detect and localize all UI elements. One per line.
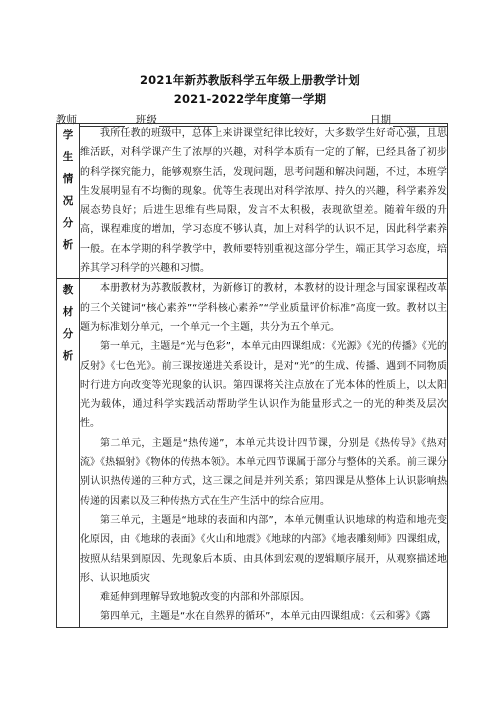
label-char: 情 <box>62 173 74 185</box>
document-subtitle: 2021-2022学年度第一学期 <box>173 92 327 106</box>
plan-table <box>56 123 448 628</box>
paragraph: 我所任教的班级中，总体上来讲课堂纪律比较好，大多数学生好奇心强，且思维活跃，对科学课产生了浓厚的兴趣，对科学本质有一定的了解，已经具备了初步的科学探究能力，能够观察生活，发现问题，思考问题和解决问题，不过，本班学生发展明显有不均衡的现象。优等生表现出对科学浓厚、持久的兴趣，科学素养发展态势良好；后进生思维有些局限，发言不太积极，表现欲望差。随着年级的升高，课程难度的增加，学习态度不够认真，加上对科学的认识不足，因此科学素养一般。在本学期的科学教学中，教师要特别重视这部分学生，端正其学习态度，培养其学习科学的兴趣和习惯。 <box>80 128 447 275</box>
material-analysis-row <box>57 279 448 627</box>
paragraph: 难延伸到理解导致地貌改变的内部和外部原因。 <box>100 592 310 604</box>
class-label: 班级 <box>136 114 157 126</box>
teacher-label: 教师 <box>56 114 77 126</box>
paragraph: 第四单元，主题是“水在自然界的循环”，本单元由四课组成：《云和雾》《露 <box>100 611 431 623</box>
label-char: 析 <box>62 239 74 251</box>
label-char: 材 <box>62 306 74 319</box>
label-char: 分 <box>62 328 74 341</box>
material-analysis-label <box>57 279 80 627</box>
label-char: 分 <box>62 217 74 229</box>
label-char: 生 <box>62 151 74 163</box>
paragraph: 第一单元，主题是“光与色彩”，本单元由四课组成：《光源》《光的传播》《光的反射》《七色光》。前三课按递进关系设计，是对“光”的生成、传播、遇到不同物质时行进方向改变等光现象的认识。第四课将关注点放在了光本体的性质上，以太阳光为载体，通过科学实践活动帮助学生认识作为能量形式之一的光的种类及层次性。 <box>80 341 447 430</box>
label-char: 学 <box>62 129 74 141</box>
paragraph: 第三单元，主题是“地球的表面和内部”，本单元侧重认识地球的构造和地壳变化原因，由《地球的表面》《火山和地震》《地球的内部》《地表雕刻师》四课组成，按照从结果到原因、先现象后本质、由具体到宏观的逻辑顺序展开，从观察描述地形、认识地质灾 <box>80 514 447 584</box>
date-label: 日期 <box>370 114 391 126</box>
student-analysis-row <box>57 124 448 279</box>
student-analysis-label <box>57 124 80 279</box>
label-char: 况 <box>62 195 74 207</box>
label-char: 析 <box>62 350 74 363</box>
material-analysis-content <box>80 279 448 627</box>
paragraph: 本册教材为苏教版教材，为新修订的教材，本教材的设计理念与国家课程改革的三个关键词“核心素养”“学科核心素养”“学业质量评价标准”高度一致。教材以主题为标准划分单元，一个单元一个主题，共分为五个单元。 <box>80 283 447 333</box>
label-char: 教 <box>62 284 74 297</box>
paragraph: 第二单元，主题是“热传递”，本单元共设计四节课，分别是《热传导》《热对流》《热辐射》《物体的传热本领》。本单元四节课属于部分与整体的关系。前三课分别认识热传递的三种方式，这三课之间是并列关系；第四课是从整体上认识影响热传递的因素以及三种传热方式在生产生活中的综合应用。 <box>80 437 447 507</box>
student-analysis-content <box>80 124 448 279</box>
document-title: 2021年新苏教版科学五年级上册教学计划 <box>139 73 360 87</box>
